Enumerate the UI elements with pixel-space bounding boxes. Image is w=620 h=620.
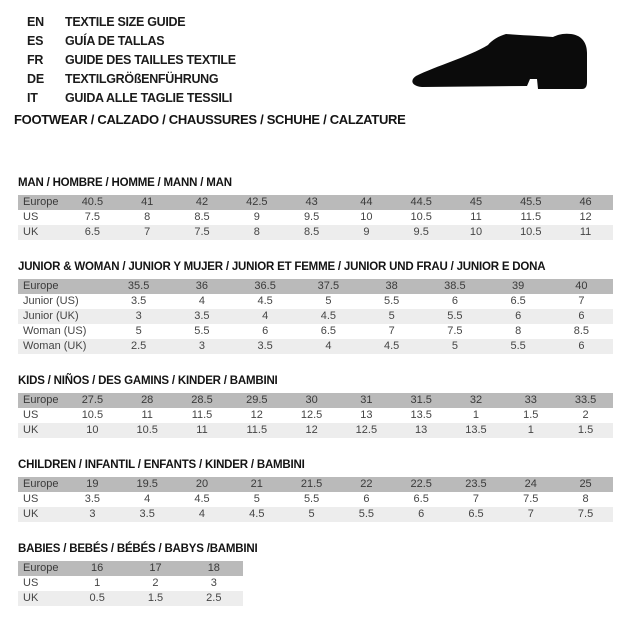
size-cell: 3.5 <box>194 310 210 322</box>
table-header-row <box>18 195 613 210</box>
table-title: KIDS / NIÑOS / DES GAMINS / KINDER / BAMBINI <box>18 375 278 387</box>
size-cell: 22.5 <box>410 478 432 490</box>
size-cell: 1.5 <box>523 409 539 421</box>
size-cell: 13.5 <box>465 424 487 436</box>
size-table-babies <box>18 542 258 606</box>
size-cell: 3.5 <box>139 508 155 520</box>
size-cell: 9.5 <box>303 211 320 223</box>
size-cell: 10 <box>86 424 99 436</box>
size-cell: 4 <box>262 310 269 322</box>
size-cell: 7 <box>388 325 395 337</box>
language-label: GUIDE DES TAILLES TEXTILE <box>65 53 236 67</box>
size-cell: 38 <box>385 280 398 292</box>
table-header-row <box>18 561 243 576</box>
size-cell: 10.5 <box>136 424 158 436</box>
size-cell: 7 <box>144 226 151 238</box>
size-cell: 4.5 <box>257 295 273 307</box>
size-cell: 11.5 <box>520 211 542 223</box>
size-cell: 27.5 <box>81 394 104 406</box>
language-item-fr <box>27 51 236 70</box>
size-cell: 3.5 <box>84 493 101 505</box>
size-cell: 29.5 <box>246 394 268 406</box>
size-cell: 33 <box>524 394 537 406</box>
size-cell: 12 <box>305 424 318 436</box>
table-row <box>18 324 613 339</box>
size-cell: 21 <box>250 478 263 490</box>
size-cell: 10 <box>360 211 373 223</box>
row-label: Woman (US) <box>23 325 87 337</box>
table-title: BABIES / BEBÉS / BÉBÉS / BABYS /BAMBINI <box>18 543 258 555</box>
size-cell: 6.5 <box>468 508 484 520</box>
language-code: FR <box>27 53 44 67</box>
size-cell: 1 <box>472 409 480 421</box>
size-cell: 36.5 <box>254 280 276 292</box>
size-cell: 6 <box>451 295 458 307</box>
size-table-junior-woman <box>18 260 613 354</box>
row-label: Woman (UK) <box>23 340 87 352</box>
size-cell: 9 <box>363 226 370 238</box>
size-cell: 8 <box>144 211 151 223</box>
dress-shoe-icon <box>406 20 606 100</box>
size-cell: 8.5 <box>573 325 590 337</box>
language-code: EN <box>27 15 44 29</box>
language-label: TEXTILGRÖßENFÜHRUNG <box>65 72 219 86</box>
size-cell: 28 <box>141 394 154 406</box>
table-title: CHILDREN / INFANTIL / ENFANTS / KINDER / BAMBINI <box>18 459 305 471</box>
size-cell: 17 <box>149 562 162 574</box>
table-row <box>18 225 613 240</box>
size-cell: 19 <box>86 478 99 490</box>
size-cell: 2.5 <box>206 592 222 604</box>
size-cell: 6.5 <box>84 226 101 238</box>
row-label: UK <box>23 592 39 604</box>
table-row <box>18 309 613 324</box>
size-cell: 11.5 <box>246 424 268 436</box>
size-cell: 8.5 <box>194 211 210 223</box>
size-table-kids <box>18 374 613 438</box>
size-cell: 2 <box>152 577 159 589</box>
size-cell: 4.5 <box>320 310 337 322</box>
table-row <box>18 339 613 354</box>
size-cell: 4.5 <box>194 493 210 505</box>
size-cell: 8 <box>515 325 522 337</box>
size-cell: 4.5 <box>249 508 265 520</box>
size-cell: 6 <box>363 493 370 505</box>
language-item-it <box>27 89 236 108</box>
size-cell: 3 <box>89 508 96 520</box>
size-cell: 7.5 <box>84 211 101 223</box>
row-label: Europe <box>23 562 59 574</box>
size-cell: 11 <box>141 409 153 421</box>
size-cell: 5.5 <box>358 508 375 520</box>
table-row <box>18 576 243 591</box>
dress-shoe-svg <box>406 20 606 100</box>
table-row <box>18 423 613 438</box>
size-table-children <box>18 458 613 522</box>
size-cell: 3 <box>135 310 142 322</box>
size-cell: 24 <box>524 478 537 490</box>
size-cell: 4 <box>144 493 151 505</box>
size-cell: 3.5 <box>257 340 273 352</box>
row-label: Europe <box>23 280 59 292</box>
row-label: Europe <box>23 196 59 208</box>
language-item-es <box>27 32 236 51</box>
size-cell: 11 <box>579 226 592 238</box>
size-cell: 44.5 <box>410 196 432 208</box>
size-cell: 4.5 <box>383 340 400 352</box>
size-cell: 3 <box>198 340 205 352</box>
row-label: UK <box>23 508 39 520</box>
size-cell: 46 <box>579 196 592 208</box>
size-cell: 22 <box>360 478 373 490</box>
size-cell: 5 <box>253 493 260 505</box>
size-cell: 11.5 <box>191 409 213 421</box>
size-cell: 23.5 <box>465 478 487 490</box>
size-cell: 10 <box>469 226 483 238</box>
size-cell: 13 <box>415 424 428 436</box>
size-cell: 32 <box>469 394 483 406</box>
size-cell: 10.5 <box>520 226 542 238</box>
size-cell: 36 <box>195 280 208 292</box>
size-cell: 5.5 <box>510 340 526 352</box>
size-cell: 6.5 <box>413 493 429 505</box>
size-cell: 35.5 <box>127 280 150 292</box>
size-cell: 5.5 <box>194 325 210 337</box>
row-label: US <box>23 211 39 223</box>
language-label: GUÍA DE TALLAS <box>65 34 165 48</box>
size-cell: 5.5 <box>447 310 463 322</box>
size-cell: 1.5 <box>577 424 594 436</box>
size-cell: 2.5 <box>130 340 147 352</box>
size-cell: 20 <box>195 478 209 490</box>
size-cell: 3 <box>210 577 217 589</box>
row-label: UK <box>23 226 39 238</box>
language-item-de <box>27 70 236 89</box>
language-code: ES <box>27 34 44 48</box>
size-cell: 6.5 <box>510 295 526 307</box>
row-label: Europe <box>23 478 59 490</box>
row-label: Junior (UK) <box>23 310 79 322</box>
table-header-row <box>18 477 613 492</box>
row-label: US <box>23 409 39 421</box>
language-label: TEXTILE SIZE GUIDE <box>65 15 186 29</box>
size-cell: 38.5 <box>444 280 466 292</box>
size-cell: 45.5 <box>520 196 542 208</box>
size-cell: 7 <box>578 295 585 307</box>
size-cell: 7 <box>527 508 534 520</box>
size-cell: 39 <box>512 280 525 292</box>
size-cell: 5 <box>135 325 142 337</box>
size-cell: 5 <box>325 295 332 307</box>
table-row <box>18 408 613 423</box>
size-cell: 13.5 <box>410 409 432 421</box>
size-cell: 28.5 <box>191 394 213 406</box>
size-cell: 7.5 <box>194 226 210 238</box>
row-label: Europe <box>23 394 59 406</box>
row-label: US <box>23 493 39 505</box>
size-cell: 10.5 <box>410 211 432 223</box>
size-cell: 31.5 <box>410 394 432 406</box>
size-cell: 4 <box>325 340 332 352</box>
size-cell: 6 <box>262 325 269 337</box>
table-row <box>18 507 613 522</box>
size-cell: 3.5 <box>130 295 147 307</box>
size-cell: 30 <box>305 394 318 406</box>
size-cell: 5 <box>451 340 458 352</box>
table-title: JUNIOR & WOMAN / JUNIOR Y MUJER / JUNIOR ET FEMME / JUNIOR UND FRAU / JUNIOR E DONA <box>18 261 546 273</box>
size-cell: 9 <box>253 211 260 223</box>
size-cell: 4 <box>198 295 205 307</box>
size-cell: 18 <box>207 562 220 574</box>
size-cell: 45 <box>469 196 483 208</box>
size-cell: 8 <box>253 226 260 238</box>
size-cell: 1.5 <box>147 592 164 604</box>
category-line: FOOTWEAR / CALZADO / CHAUSSURES / SCHUHE / CALZATURE <box>14 112 406 127</box>
size-cell: 21.5 <box>300 478 323 490</box>
size-cell: 6 <box>578 310 585 322</box>
language-code: IT <box>27 91 38 105</box>
size-cell: 1 <box>94 577 101 589</box>
language-list <box>27 13 236 108</box>
language-label: GUIDA ALLE TAGLIE TESSILI <box>65 91 233 105</box>
tables-section <box>18 176 613 620</box>
table-row <box>18 591 243 606</box>
size-cell: 1 <box>527 424 534 436</box>
size-cell: 7 <box>472 493 480 505</box>
language-item-en <box>27 13 236 32</box>
size-cell: 7.5 <box>577 508 594 520</box>
size-cell: 42 <box>195 196 209 208</box>
size-cell: 4 <box>198 508 206 520</box>
size-cell: 8.5 <box>303 226 320 238</box>
size-cell: 8 <box>582 493 589 505</box>
size-table-man <box>18 176 613 240</box>
size-cell: 5.5 <box>303 493 320 505</box>
size-cell: 41 <box>141 196 154 208</box>
table-header-row <box>18 393 613 408</box>
size-cell: 12 <box>250 409 263 421</box>
size-cell: 5.5 <box>383 295 400 307</box>
size-cell: 12.5 <box>355 424 378 436</box>
size-cell: 6 <box>515 310 522 322</box>
size-cell: 11 <box>470 211 482 223</box>
size-cell: 40 <box>575 280 588 292</box>
table-row <box>18 210 613 225</box>
size-cell: 9.5 <box>413 226 429 238</box>
size-cell: 40.5 <box>81 196 104 208</box>
size-cell: 2 <box>582 409 589 421</box>
table-header-row <box>18 279 613 294</box>
size-cell: 16 <box>91 562 104 574</box>
size-cell: 5 <box>388 310 395 322</box>
size-cell: 12.5 <box>300 409 323 421</box>
size-cell: 6 <box>418 508 425 520</box>
size-cell: 6.5 <box>320 325 337 337</box>
size-cell: 7.5 <box>523 493 539 505</box>
row-label: Junior (US) <box>23 295 79 307</box>
size-cell: 6 <box>578 340 585 352</box>
size-cell: 13 <box>360 409 373 421</box>
size-cell: 5 <box>308 508 315 520</box>
size-cell: 11 <box>196 424 208 436</box>
size-cell: 0.5 <box>89 592 105 604</box>
size-cell: 44 <box>360 196 373 208</box>
size-cell: 31 <box>360 394 373 406</box>
size-cell: 25 <box>579 478 592 490</box>
size-cell: 42.5 <box>246 196 268 208</box>
size-cell: 12 <box>579 211 592 223</box>
size-cell: 37.5 <box>317 280 340 292</box>
size-cell: 10.5 <box>81 409 104 421</box>
size-cell: 7.5 <box>447 325 463 337</box>
size-cell: 43 <box>305 196 318 208</box>
size-cell: 33.5 <box>574 394 597 406</box>
table-title: MAN / HOMBRE / HOMME / MANN / MAN <box>18 177 232 189</box>
table-row <box>18 492 613 507</box>
language-code: DE <box>27 72 44 86</box>
row-label: UK <box>23 424 39 436</box>
size-cell: 19.5 <box>136 478 158 490</box>
table-row <box>18 294 613 309</box>
row-label: US <box>23 577 39 589</box>
